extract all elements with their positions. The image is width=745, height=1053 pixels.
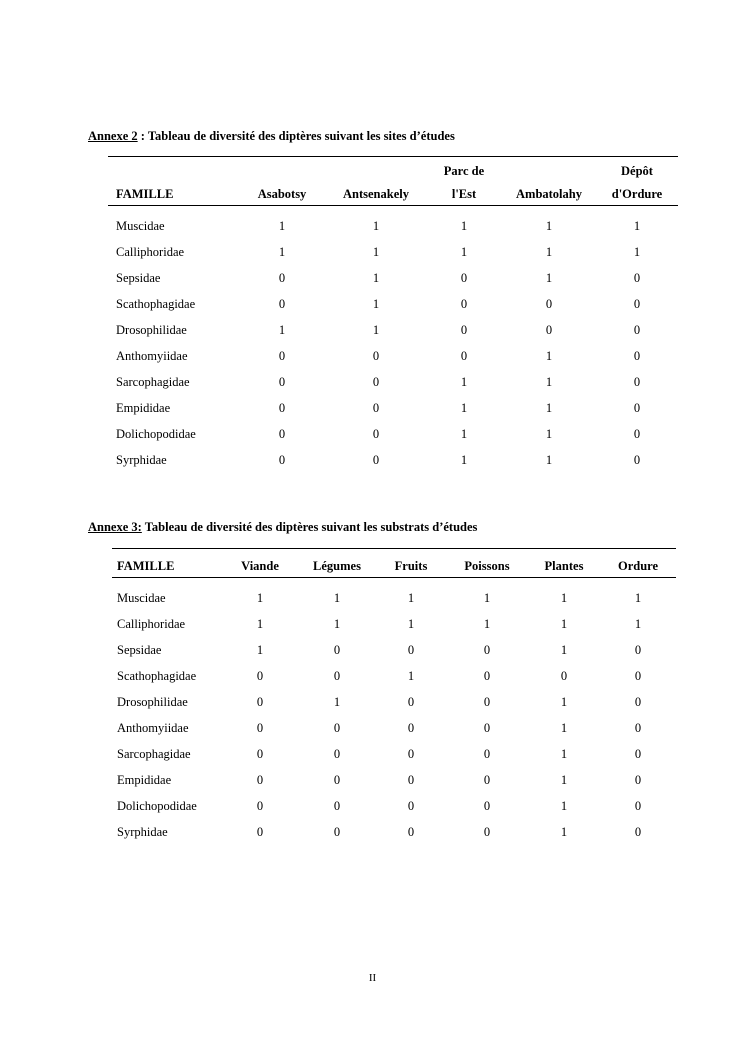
cell-value: 0	[278, 427, 286, 441]
cell-value: 0	[460, 323, 468, 337]
cell-value: 0	[407, 773, 415, 787]
cell-value: 1	[545, 427, 553, 441]
annexe-2-section	[88, 128, 668, 468]
cell-value: 1	[545, 245, 553, 259]
column-header-dordure: d'Ordure	[596, 179, 678, 206]
table-annexe-2-header-row	[108, 179, 678, 206]
cell-value: 0	[407, 643, 415, 657]
cell-famille: Sepsidae	[116, 271, 161, 285]
cell-value: 0	[483, 747, 491, 761]
table-annexe-3	[112, 548, 676, 840]
cell-value: 0	[256, 695, 264, 709]
cell-value: 0	[407, 825, 415, 839]
cell-famille: Sarcophagidae	[117, 747, 191, 761]
cell-value: 1	[545, 219, 553, 233]
cell-value: 1	[560, 617, 568, 631]
cell-famille: Dolichopodidae	[116, 427, 196, 441]
cell-value: 1	[560, 799, 568, 813]
cell-value: 0	[333, 643, 341, 657]
cell-value: 1	[333, 591, 341, 605]
column-header-viande: Viande	[222, 549, 298, 578]
cell-value: 1	[372, 271, 380, 285]
cell-value: 0	[633, 401, 641, 415]
column-header-antsenakely: Antsenakely	[326, 179, 426, 206]
cell-value: 0	[483, 695, 491, 709]
cell-value: 0	[545, 323, 553, 337]
cell-value: 1	[372, 245, 380, 259]
cell-famille: Drosophilidae	[117, 695, 188, 709]
cell-value: 1	[634, 617, 642, 631]
cell-value: 0	[633, 297, 641, 311]
cell-value: 1	[634, 591, 642, 605]
cell-value: 0	[333, 825, 341, 839]
cell-value: 0	[256, 825, 264, 839]
cell-value: 0	[407, 721, 415, 735]
column-header-poissons: Poissons	[446, 549, 528, 578]
table-row	[108, 206, 678, 235]
cell-value: 0	[634, 721, 642, 735]
table-row	[112, 632, 676, 658]
table-row	[108, 364, 678, 390]
column-header-ordure: Ordure	[600, 549, 676, 578]
cell-value: 0	[545, 297, 553, 311]
cell-value: 1	[545, 375, 553, 389]
cell-value: 1	[560, 643, 568, 657]
table-row	[112, 762, 676, 788]
cell-value: 0	[633, 453, 641, 467]
cell-value: 0	[278, 271, 286, 285]
cell-value: 1	[633, 245, 641, 259]
cell-value: 1	[278, 245, 286, 259]
cell-value: 1	[560, 825, 568, 839]
cell-value: 0	[407, 799, 415, 813]
annexe-2-caption	[88, 128, 668, 144]
cell-value: 1	[460, 219, 468, 233]
cell-value: 1	[372, 219, 380, 233]
table-row	[112, 658, 676, 684]
cell-value: 0	[483, 825, 491, 839]
cell-value: 1	[333, 617, 341, 631]
column-header-lest: l'Est	[426, 179, 502, 206]
table-annexe-2	[108, 156, 678, 468]
table-row	[112, 606, 676, 632]
cell-value: 1	[460, 427, 468, 441]
cell-value: 1	[407, 617, 415, 631]
cell-value: 1	[256, 591, 264, 605]
cell-value: 1	[560, 747, 568, 761]
cell-value: 1	[633, 219, 641, 233]
cell-value: 0	[634, 695, 642, 709]
annexe-3-section	[88, 519, 668, 840]
cell-value: 0	[256, 721, 264, 735]
cell-value: 0	[634, 799, 642, 813]
cell-value: 1	[256, 617, 264, 631]
page-number: II	[368, 972, 377, 984]
cell-famille: Syrphidae	[116, 453, 167, 467]
group-header-cell	[238, 157, 326, 180]
cell-value: 0	[483, 773, 491, 787]
cell-value: 0	[333, 721, 341, 735]
cell-value: 0	[256, 747, 264, 761]
cell-value: 0	[633, 271, 641, 285]
cell-value: 0	[372, 375, 380, 389]
column-header-famille: FAMILLE	[108, 179, 238, 206]
table-row	[108, 338, 678, 364]
table-annexe-3-head	[112, 549, 676, 578]
table-row	[108, 442, 678, 468]
cell-famille: Empididae	[116, 401, 171, 415]
cell-value: 0	[256, 799, 264, 813]
group-header-cell-depot: Dépôt	[596, 157, 678, 180]
annexe-2-caption-text: : Tableau de diversité des diptères suivant les sites d’études	[137, 129, 455, 143]
group-header-cell	[108, 157, 238, 180]
table-annexe-2-body	[108, 206, 678, 469]
cell-value: 0	[256, 773, 264, 787]
cell-value: 1	[545, 453, 553, 467]
cell-value: 1	[278, 219, 286, 233]
cell-value: 1	[545, 271, 553, 285]
annexe-3-caption-text: Tableau de diversité des diptères suivant les substrats d’études	[141, 520, 478, 534]
cell-value: 1	[278, 323, 286, 337]
cell-value: 0	[278, 375, 286, 389]
cell-value: 0	[483, 721, 491, 735]
table-annexe-3-body	[112, 578, 676, 841]
cell-value: 1	[372, 297, 380, 311]
table-row	[112, 814, 676, 840]
cell-value: 1	[545, 349, 553, 363]
table-row	[112, 710, 676, 736]
table-row	[108, 286, 678, 312]
annexe-3-caption	[88, 519, 668, 535]
cell-value: 0	[372, 427, 380, 441]
table-row	[108, 234, 678, 260]
cell-value: 0	[333, 799, 341, 813]
table-row	[108, 416, 678, 442]
cell-value: 0	[483, 799, 491, 813]
cell-value: 0	[333, 669, 341, 683]
cell-famille: Calliphoridae	[116, 245, 185, 259]
cell-value: 0	[633, 375, 641, 389]
cell-famille: Empididae	[117, 773, 172, 787]
cell-value: 1	[483, 617, 491, 631]
table-row	[112, 578, 676, 607]
annexe-3-caption-lead: Annexe 3:	[88, 520, 142, 534]
cell-famille: Dolichopodidae	[117, 799, 197, 813]
cell-value: 1	[560, 695, 568, 709]
cell-value: 0	[634, 669, 642, 683]
column-header-legumes: Légumes	[298, 549, 376, 578]
table-row	[112, 788, 676, 814]
cell-value: 1	[460, 401, 468, 415]
cell-value: 0	[278, 401, 286, 415]
cell-value: 0	[372, 453, 380, 467]
cell-value: 0	[407, 747, 415, 761]
cell-famille: Anthomyiidae	[117, 721, 189, 735]
cell-value: 1	[407, 669, 415, 683]
cell-value: 1	[560, 721, 568, 735]
cell-value: 1	[483, 591, 491, 605]
cell-value: 0	[634, 825, 642, 839]
cell-value: 0	[333, 747, 341, 761]
cell-famille: Sepsidae	[117, 643, 162, 657]
cell-value: 0	[633, 427, 641, 441]
column-header-plantes: Plantes	[528, 549, 600, 578]
cell-famille: Syrphidae	[117, 825, 168, 839]
cell-value: 1	[256, 643, 264, 657]
table-row	[108, 312, 678, 338]
cell-value: 0	[633, 323, 641, 337]
cell-famille: Scathophagidae	[116, 297, 196, 311]
cell-value: 1	[460, 453, 468, 467]
cell-value: 0	[560, 669, 568, 683]
cell-value: 1	[545, 401, 553, 415]
cell-famille: Anthomyiidae	[116, 349, 188, 363]
cell-value: 0	[460, 271, 468, 285]
cell-value: 0	[256, 669, 264, 683]
cell-value: 0	[483, 643, 491, 657]
cell-value: 1	[460, 245, 468, 259]
cell-value: 1	[560, 591, 568, 605]
column-header-ambatolahy: Ambatolahy	[502, 179, 596, 206]
table-row	[112, 684, 676, 710]
cell-value: 1	[560, 773, 568, 787]
cell-famille: Calliphoridae	[117, 617, 186, 631]
cell-famille: Muscidae	[116, 219, 165, 233]
table-annexe-2-group-header-row	[108, 157, 678, 180]
group-header-cell	[326, 157, 426, 180]
column-header-famille: FAMILLE	[112, 549, 222, 578]
cell-famille: Scathophagidae	[117, 669, 197, 683]
cell-famille: Drosophilidae	[116, 323, 187, 337]
group-header-cell-parc: Parc de	[426, 157, 502, 180]
column-header-fruits: Fruits	[376, 549, 446, 578]
cell-value: 1	[372, 323, 380, 337]
cell-value: 1	[407, 591, 415, 605]
table-annexe-3-header-row	[112, 549, 676, 578]
column-header-asabotsy: Asabotsy	[238, 179, 326, 206]
cell-value: 1	[333, 695, 341, 709]
cell-value: 0	[278, 453, 286, 467]
cell-value: 0	[634, 747, 642, 761]
cell-value: 0	[407, 695, 415, 709]
cell-value: 1	[460, 375, 468, 389]
cell-value: 0	[483, 669, 491, 683]
cell-value: 0	[460, 297, 468, 311]
cell-value: 0	[372, 401, 380, 415]
cell-value: 0	[634, 643, 642, 657]
cell-value: 0	[333, 773, 341, 787]
cell-famille: Sarcophagidae	[116, 375, 190, 389]
table-row	[112, 736, 676, 762]
cell-value: 0	[278, 297, 286, 311]
annexe-2-caption-lead: Annexe 2	[88, 129, 138, 143]
cell-value: 0	[460, 349, 468, 363]
table-annexe-2-head	[108, 157, 678, 206]
table-row	[108, 260, 678, 286]
group-header-cell	[502, 157, 596, 180]
table-row	[108, 390, 678, 416]
cell-value: 0	[633, 349, 641, 363]
cell-value: 0	[634, 773, 642, 787]
cell-famille: Muscidae	[117, 591, 166, 605]
cell-value: 0	[372, 349, 380, 363]
cell-value: 0	[278, 349, 286, 363]
